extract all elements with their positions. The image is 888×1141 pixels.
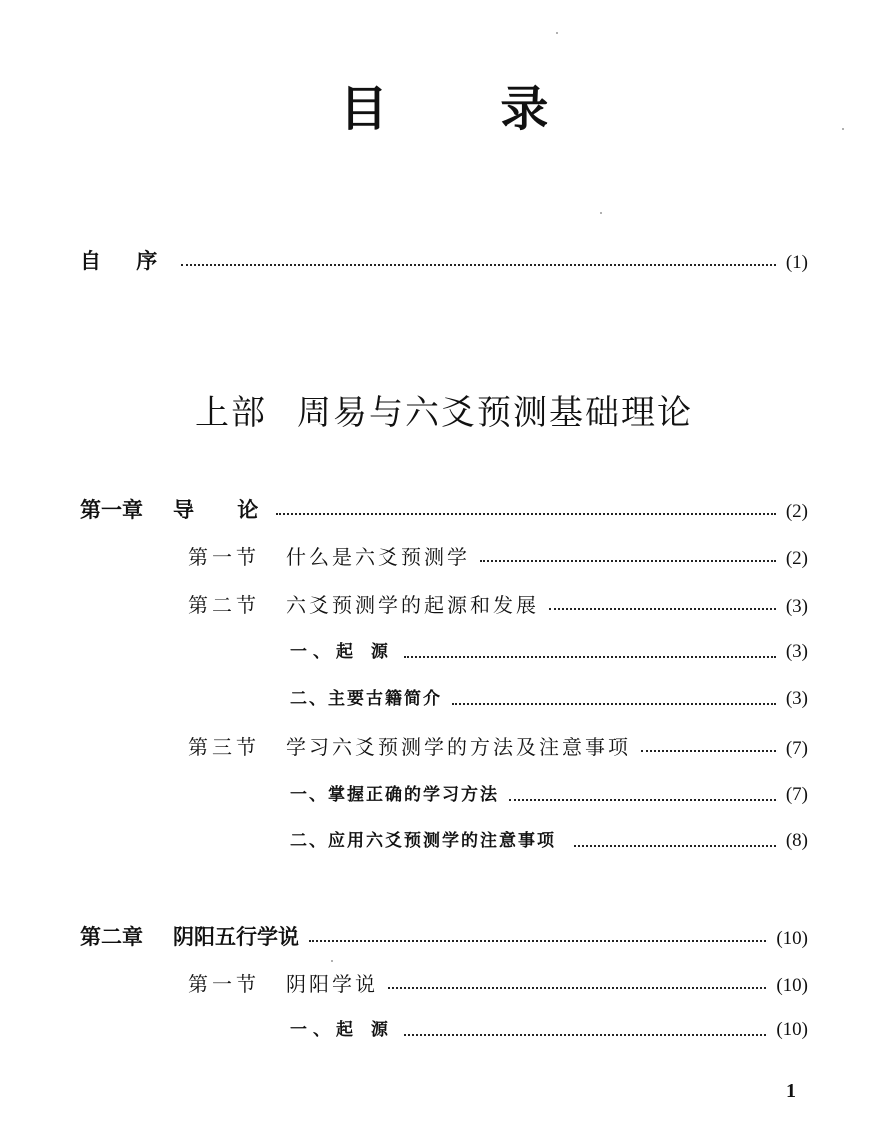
section-title: 什么是六爻预测学 (286, 545, 470, 569)
part-name: 周易与六爻预测基础理论 (297, 393, 693, 433)
chapter-number: 第一章 (80, 498, 143, 522)
leader-dots (309, 940, 766, 942)
section-number: 第一节 (188, 972, 260, 996)
toc-entry-chapter[interactable] (80, 494, 808, 526)
scan-speck (331, 960, 333, 962)
toc-entry-section[interactable] (188, 541, 808, 573)
toc-entry-section[interactable] (188, 589, 808, 621)
page-ref: (3) (785, 596, 808, 617)
scan-speck (556, 32, 558, 34)
page-ref: (8) (785, 830, 808, 851)
toc-entry-preface[interactable] (80, 245, 808, 277)
page-number: 1 (786, 1080, 796, 1102)
toc-entry-section[interactable] (188, 731, 808, 763)
subsection-title: 一、起 源 (290, 642, 394, 662)
toc-entry-subsection[interactable] (290, 637, 808, 669)
page-ref: (3) (785, 688, 808, 709)
chapter-number: 第二章 (80, 925, 143, 949)
preface-label: 自 序 (80, 249, 172, 273)
leader-dots (549, 608, 776, 610)
chapter-title: 阴阳五行学说 (173, 925, 299, 949)
page-ref: (10) (776, 928, 808, 949)
section-title: 六爻预测学的起源和发展 (286, 593, 539, 617)
chapter-title: 导 论 (173, 498, 277, 522)
page-ref: (7) (785, 784, 808, 805)
leader-dots (480, 560, 776, 562)
section-number: 第一节 (188, 545, 260, 569)
page-title: 目 录 (339, 81, 597, 137)
leader-dots (181, 264, 776, 266)
scan-speck (842, 128, 844, 130)
part-prefix: 上部 (195, 393, 267, 433)
section-title: 学习六爻预测学的方法及注意事项 (286, 735, 631, 759)
toc-entry-section[interactable] (188, 968, 808, 1000)
page-ref: (7) (785, 738, 808, 759)
page-ref: (10) (776, 975, 808, 996)
subsection-title: 二、应用六爻预测学的注意事项 (290, 831, 556, 851)
toc-entry-subsection[interactable] (290, 1015, 808, 1047)
section-number: 第三节 (188, 735, 260, 759)
subsection-title: 一、起 源 (290, 1020, 394, 1040)
leader-dots (404, 1034, 766, 1036)
page-ref: (1) (785, 252, 808, 273)
toc-entry-subsection[interactable] (290, 826, 808, 858)
subsection-title: 一、掌握正确的学习方法 (290, 785, 499, 805)
leader-dots (641, 750, 776, 752)
toc-entry-subsection[interactable] (290, 684, 808, 716)
leader-dots (388, 987, 766, 989)
part-title (0, 385, 888, 434)
toc-entry-chapter[interactable] (80, 921, 808, 953)
leader-dots (509, 799, 776, 801)
page-ref: (2) (785, 501, 808, 522)
scan-speck (600, 212, 602, 214)
leader-dots (452, 703, 776, 705)
page-ref: (10) (776, 1019, 808, 1040)
section-number: 第二节 (188, 593, 260, 617)
toc-entry-subsection[interactable] (290, 780, 808, 812)
leader-dots (276, 513, 776, 515)
section-title: 阴阳学说 (286, 972, 378, 996)
subsection-title: 二、主要古籍简介 (290, 689, 442, 709)
leader-dots (404, 656, 776, 658)
page-ref: (2) (785, 548, 808, 569)
page-ref: (3) (785, 641, 808, 662)
leader-dots (574, 845, 776, 847)
